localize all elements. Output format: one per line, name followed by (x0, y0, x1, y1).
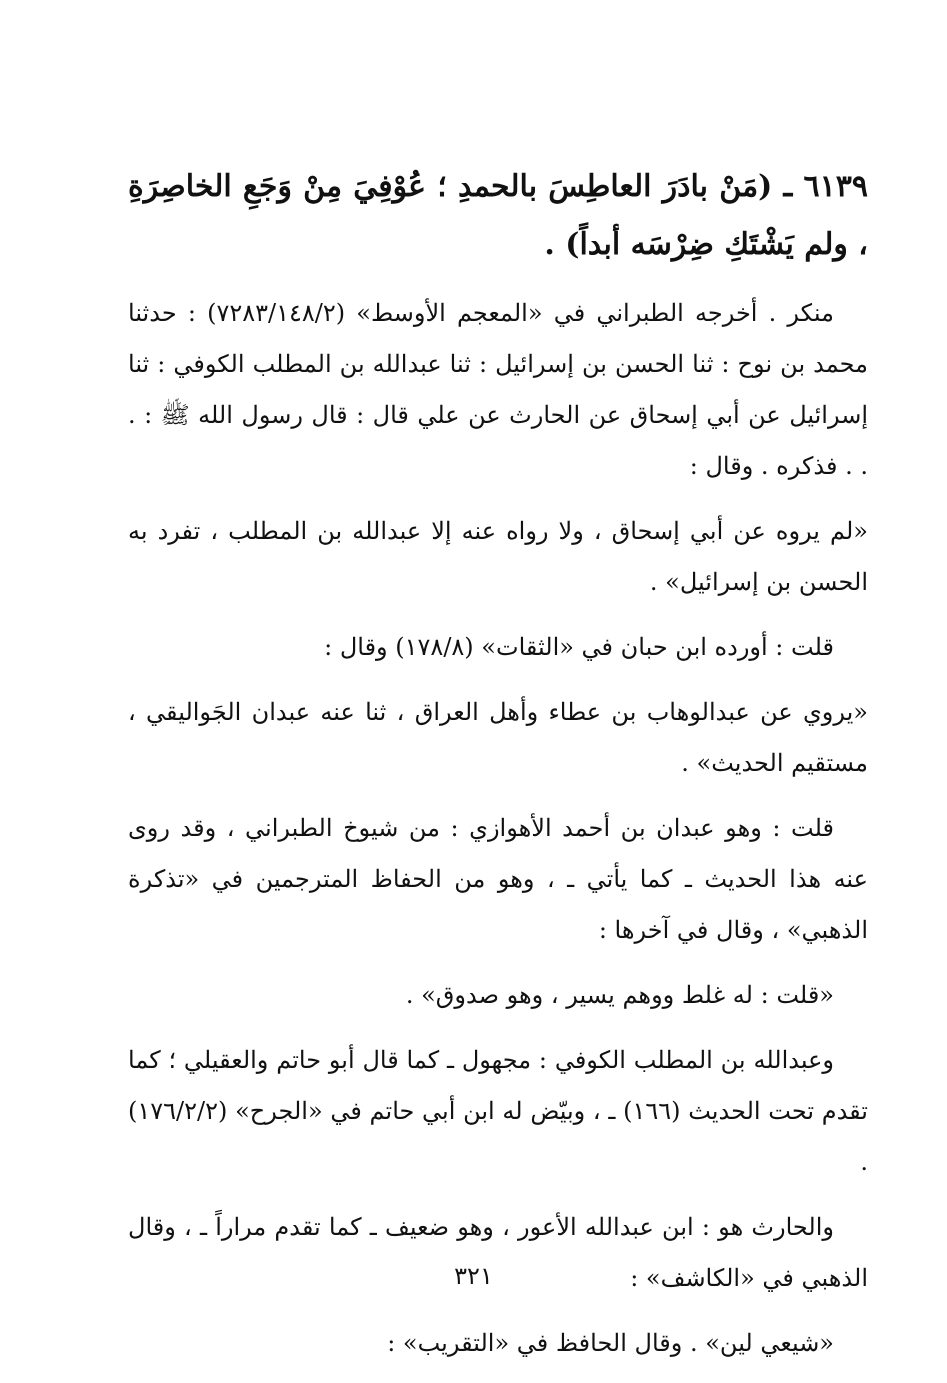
abdullah-paragraph: وعبدالله بن المطلب الكوفي : مجهول ـ كما قال أبو حاتم والعقيلي ؛ كما تقدم تحت الحديث (١٦٦) ـ ، وبيّض له ابن أبي حاتم في «الجرح» (١٧٦/٢/٢) . (128, 1046, 868, 1176)
kashif-quote: «شيعي لين» . وقال الحافظ في «التقريب» : (387, 1329, 834, 1357)
abdan-paragraph: قلت : وهو عبدان بن أحمد الأهوازي : من شيوخ الطبراني ، وقد روى عنه هذا الحديث ـ كما يأتي ـ ، وهو من الحفاظ المترجمين في «تذكرة الذهبي» ، وقال في آخرها : (128, 814, 868, 944)
page-number: ٣٢١ (454, 1262, 493, 1290)
ibn-hibban-paragraph: قلت : أورده ابن حبان في «الثقات» (١٧٨/٨) وقال : (324, 633, 834, 661)
document-body (128, 158, 868, 1383)
harith-paragraph: والحارث هو : ابن عبدالله الأعور ، وهو ضعيف ـ كما تقدم مراراً ـ ، وقال الذهبي في «الكاشف» : (128, 1213, 868, 1292)
tabarani-quote: «لم يروه عن أبي إسحاق ، ولا رواه عنه إلا عبدالله بن المطلب ، تفرد به الحسن بن إسرائيل» . (128, 517, 868, 596)
dhahabi-quote: «قلت : له غلط ووهم يسير ، وهو صدوق» . (405, 981, 834, 1009)
hadith-heading: ٦١٣٩ ـ (مَنْ بادَرَ العاطِسَ بالحمدِ ؛ عُوْفِيَ مِنْ وَجَعِ الخاصِرَةِ ، ولم يَشْتَكِ ضِرْسَه أبداً) . (128, 169, 868, 262)
thiqat-quote: «يروي عن عبدالوهاب بن عطاء وأهل العراق ، ثنا عنه عبدان الجَواليقي ، مستقيم الحديث» . (128, 698, 868, 777)
takhrij-paragraph: منكر . أخرجه الطبراني في «المعجم الأوسط» (٧٢٨٣/١٤٨/٢) : حدثنا محمد بن نوح : ثنا الحسن بن إسرائيل : ثنا عبدالله بن المطلب الكوفي : ثنا إسرائيل عن أبي إسحاق عن الحارث عن علي قال : قال رسول الله ﷺ : . . . فذكره . وقال : (128, 299, 868, 480)
